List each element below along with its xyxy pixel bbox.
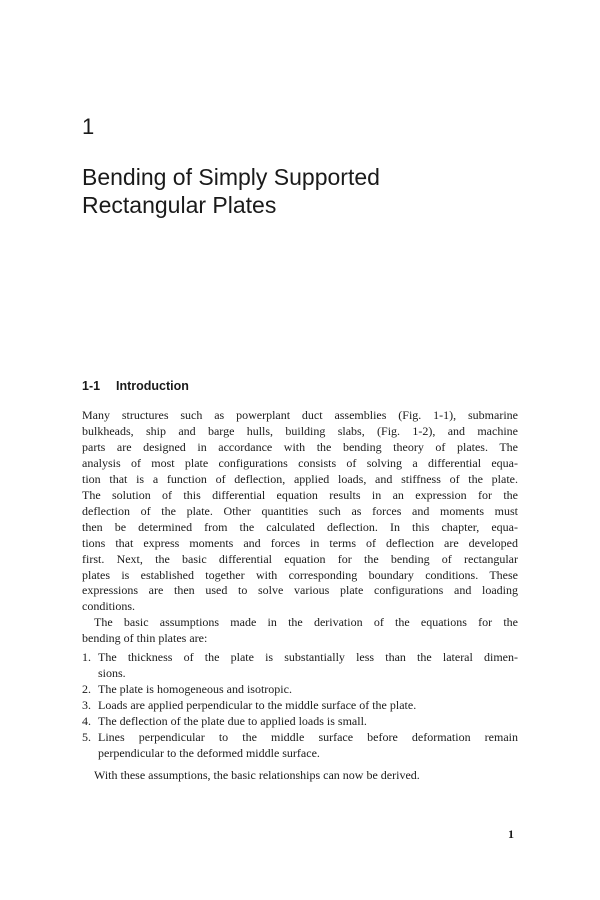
chapter-number: 1 xyxy=(82,114,95,139)
list-marker: 4. xyxy=(82,714,91,729)
text-line: Many structures such as powerplant duct assemblies (Fig. 1-1), submarine xyxy=(82,408,518,422)
chapter-title xyxy=(82,163,522,219)
text-line: tion that is a function of deflection, applied loads, and stiffness of the plate. xyxy=(82,471,518,486)
paragraph-assumptions-intro xyxy=(82,615,518,647)
text-line: Lines perpendicular to the middle surface before deformation remain xyxy=(98,730,518,745)
section-heading xyxy=(82,378,189,394)
text-line: conditions. xyxy=(82,599,135,614)
text-line: analysis of most plate configurations consists of solving a differential equa- xyxy=(82,455,518,470)
list-item xyxy=(82,650,518,682)
text-line: tions that express moments and forces in terms of deflection are developed xyxy=(82,535,518,550)
text-line: Loads are applied perpendicular to the middle surface of the plate. xyxy=(98,698,417,713)
list-item xyxy=(82,730,518,762)
text-line: perpendicular to the deformed middle surface. xyxy=(98,746,320,761)
text-line: The deflection of the plate due to applied loads is small. xyxy=(98,714,367,729)
text-line: The basic assumptions made in the derivation of the equations for the xyxy=(94,615,518,630)
chapter-title-line: Bending of Simply Supported xyxy=(82,164,380,190)
closing-sentence: With these assumptions, the basic relationships can now be derived. xyxy=(94,767,420,782)
text-line: bending of thin plates are: xyxy=(82,631,208,646)
text-line: expressions are then used to solve various plate configurations and loading xyxy=(82,583,518,598)
text-line: The thickness of the plate is substantially less than the lateral dimen- xyxy=(98,650,518,665)
paragraph-intro xyxy=(82,408,518,615)
list-marker: 2. xyxy=(82,682,91,697)
list-item xyxy=(82,698,518,714)
list-marker: 5. xyxy=(82,730,91,745)
list-marker: 3. xyxy=(82,698,91,713)
text-line: plates is established together with corresponding boundary conditions. These xyxy=(82,567,518,582)
text-line: then be determined from the calculated deflection. In this chapter, equa- xyxy=(82,519,518,534)
text-line: sions. xyxy=(98,666,126,681)
text-line: The plate is homogeneous and isotropic. xyxy=(98,682,292,697)
text-line: The solution of this differential equation results in an expression for the xyxy=(82,487,518,502)
section-title: Introduction xyxy=(116,379,189,393)
chapter-title-line: Rectangular Plates xyxy=(82,192,277,218)
list-item xyxy=(82,714,518,730)
section-number: 1-1 xyxy=(82,379,101,393)
text-line: deflection of the plate. Other quantities such as forces and moments must xyxy=(82,503,518,518)
body-text xyxy=(82,408,518,784)
text-line: first. Next, the basic differential equation for the bending of rectangular xyxy=(82,551,518,566)
list-item xyxy=(82,682,518,698)
list-marker: 1. xyxy=(82,650,91,665)
text-line: parts are designed in accordance with the bending theory of plates. The xyxy=(82,439,518,454)
page-number: 1 xyxy=(508,827,514,841)
assumptions-list xyxy=(82,650,518,762)
text-line: bulkheads, ship and barge hulls, building slabs, (Fig. 1-2), and machine xyxy=(82,423,518,438)
